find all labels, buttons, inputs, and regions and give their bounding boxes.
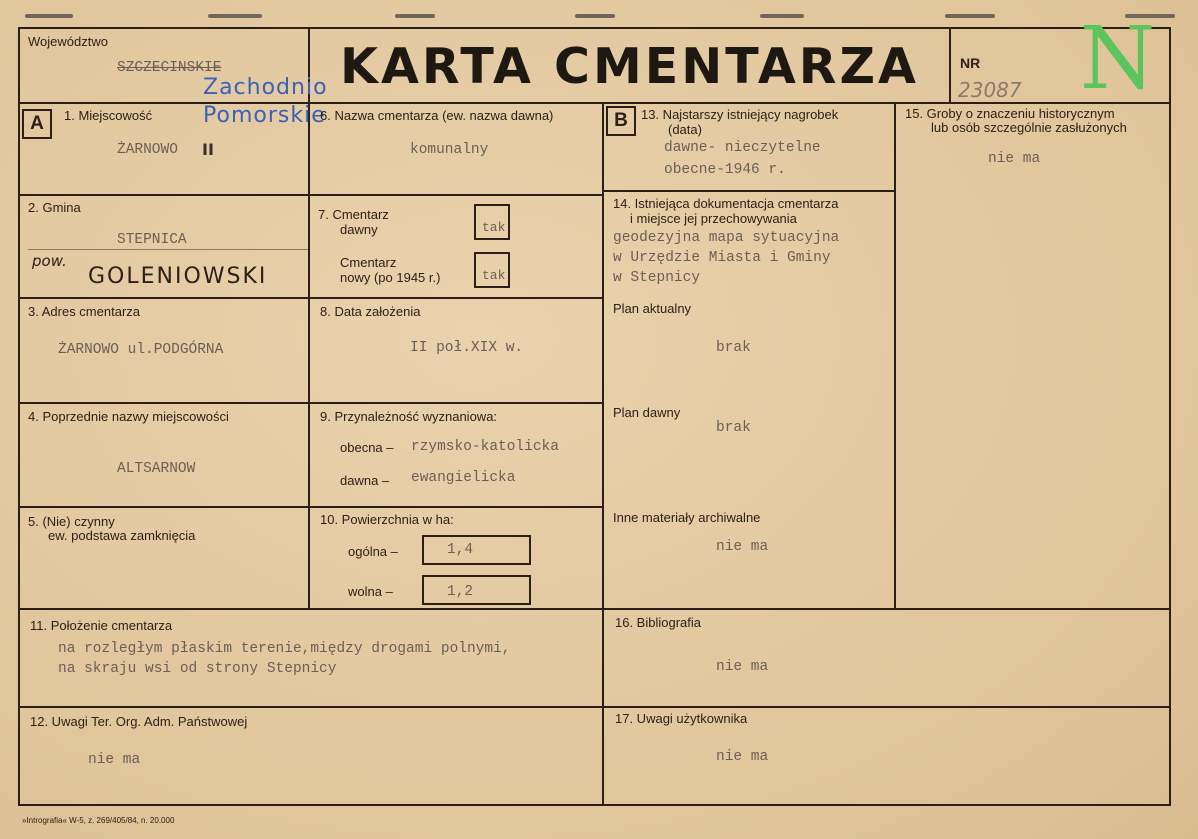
dawny-checkbox-value: tak [482,220,506,235]
field-8-label: 8. Data założenia [320,304,421,319]
wojewodztwo-value: SZCZECINSKIE [117,60,222,76]
field-3-label: 3. Adres cmentarza [28,304,140,319]
staple [945,14,995,18]
ogolna-box [422,535,531,565]
field-4-label: 4. Poprzednie nazwy miejscowości [28,409,229,424]
frame-line [18,27,1171,29]
field-6-label: 6. Nazwa cmentarza (ew. nazwa dawna) [320,108,554,123]
field-15-label: 15. Groby o znaczeniu historycznym [905,106,1115,121]
nowy-checkbox-value: tak [482,268,506,283]
field-15-value: nie ma [988,151,1041,167]
field-10-label: 10. Powierzchnia w ha: [320,512,454,527]
field-9-label: 9. Przynależność wyznaniowa: [320,409,498,424]
region-stamp-line1: Zachodnio [203,75,328,100]
frame-line [1169,27,1171,806]
field-1-suffix: II [202,140,214,159]
field-7-label: 7. Cmentarz [318,207,389,222]
nr-value: 23087 [958,78,1022,102]
field-9-dawna-value: ewangielicka [411,470,516,486]
field-2-value: STEPNICA [117,232,187,248]
field-12-value: nie ma [88,752,141,768]
field-16-label: 16. Bibliografia [615,615,701,630]
frame-line [18,194,604,196]
frame-line [602,190,896,192]
field-12-label: 12. Uwagi Ter. Org. Adm. Państwowej [30,714,248,729]
inne-materialy-value: nie ma [716,539,769,555]
field-1-value: ŻARNOWO [117,142,178,158]
field-10-wolna-label: wolna – [348,584,393,599]
frame-line [18,706,1171,708]
field-5-sub: ew. podstawa zamknięcia [48,528,196,543]
staple [395,14,435,18]
frame-line [894,102,896,608]
frame-line [308,102,310,610]
frame-line [18,804,1171,806]
region-stamp-line2: Pomorskie [203,103,326,128]
frame-line [949,27,951,104]
field-8-value: II poł.XIX w. [410,340,524,356]
field-11-value-2: na skraju wsi od strony Stepnicy [58,661,337,677]
inne-materialy-label: Inne materiały archiwalne [613,510,761,525]
field-2-label: 2. Gmina [28,200,81,215]
staple [760,14,804,18]
plan-dawny-value: brak [716,420,751,436]
page-title: KARTA CMENTARZA [340,38,919,95]
category-marker: N [1080,9,1156,109]
field-7-nowy-1: Cmentarz [340,255,397,270]
field-13-value-2: obecne-1946 r. [664,162,786,178]
field-14-label: 14. Istniejąca dokumentacja cmentarza [613,196,839,211]
field-17-value: nie ma [716,749,769,765]
field-4-value: ALTSARNOW [117,461,196,477]
field-14-value-3: w Stepnicy [613,270,701,286]
frame-line [18,27,20,806]
field-9-dawna-label: dawna – [340,473,390,488]
field-10-ogolna-value: 1,4 [447,542,474,558]
field-7-dawny: dawny [340,222,378,237]
plan-aktualny-label: Plan aktualny [613,301,692,316]
powiat-prefix: pow. [32,252,67,270]
field-10-wolna-value: 1,2 [447,584,474,600]
field-3-value: ŻARNOWO ul.PODGÓRNA [58,342,224,358]
field-5-label: 5. (Nie) czynny [28,514,115,529]
nr-label: NR [960,55,981,71]
staple [208,14,262,18]
field-16-value: nie ma [716,659,769,675]
frame-line [18,297,604,299]
frame-line [18,608,1171,610]
field-14-value-1: geodezyjna mapa sytuacyjna [613,230,840,246]
wojewodztwo-label: Województwo [28,34,108,49]
frame-line [18,506,604,508]
staple [25,14,73,18]
field-13-label-2: (data) [668,122,702,137]
field-14-value-2: w Urzędzie Miasta i Gminy [613,250,831,266]
plan-aktualny-value: brak [716,340,751,356]
section-a-badge: A [22,109,52,139]
field-6-value: komunalny [410,142,489,158]
section-b-badge: B [606,106,636,136]
frame-line [18,402,604,404]
field-10-ogolna-label: ogólna – [348,544,398,559]
field-11-label: 11. Położenie cmentarza [30,618,173,633]
wolna-box [422,575,531,605]
plan-dawny-label: Plan dawny [613,405,681,420]
field-11-value-1: na rozległym płaskim terenie,między drogami polnymi, [58,641,511,657]
field-9-obecna-value: rzymsko-katolicka [411,439,559,455]
frame-line [602,102,604,804]
staple [575,14,615,18]
field-9-obecna-label: obecna – [340,440,394,455]
field-13-value-1: dawne- nieczytelne [664,140,821,156]
powiat-value: GOLENIOWSKI [88,264,268,289]
field-17-label: 17. Uwagi użytkownika [615,711,748,726]
frame-line [18,102,1171,104]
field-7-nowy-2: nowy (po 1945 r.) [340,270,441,285]
field-1-label: 1. Miejscowość [64,108,153,123]
field-13-label: 13. Najstarszy istniejący nagrobek [641,107,839,122]
printer-imprint: »Intrografia« W-5, z. 269/405/84, n. 20.000 [22,816,175,825]
field-15-label-2: lub osób szczególnie zasłużonych [931,120,1127,135]
field-14-label-2: i miejsce jej przechowywania [630,211,797,226]
